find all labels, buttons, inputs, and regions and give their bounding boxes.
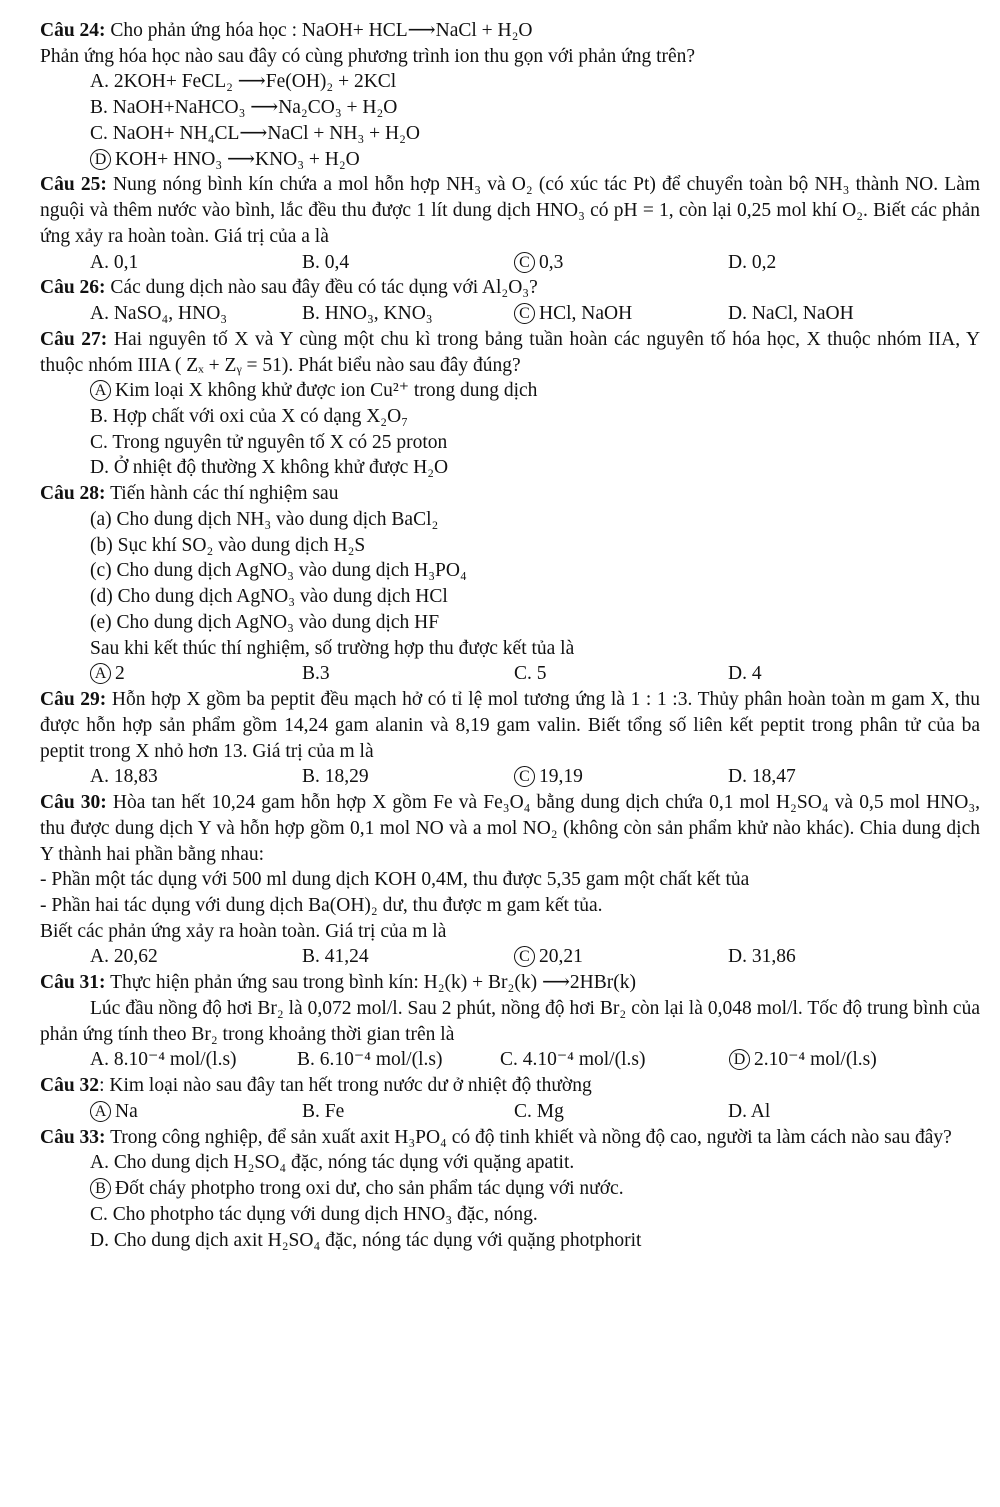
option-a: [90, 661, 302, 687]
question-28-prompt: Sau khi kết thúc thí nghiệm, số trường hợp thu được kết tủa là: [90, 637, 575, 659]
answer-circle: D: [729, 1049, 750, 1070]
option-d: [90, 147, 980, 173]
options-row: [90, 301, 980, 327]
option-a-text: Kim loại X không khử được ion Cu²⁺ trong dung dịch: [115, 380, 538, 402]
answer-circle: A: [90, 1101, 111, 1122]
question-25: [40, 172, 980, 249]
question-number: Câu 32: [40, 1075, 100, 1097]
question-text: Hai nguyên tố X và Y cùng một chu kì trong bảng tuần hoàn các nguyên tố hóa học, X thuộc nhóm IIA, Y thuộc nhóm IIIA ( Zₓ + Zᵧ = 51). Phát biểu nào sau đây đúng?: [40, 328, 981, 376]
question-text: : Kim loại nào sau đây tan hết trong nước dư ở nhiệt độ thường: [99, 1075, 592, 1097]
question-31: [40, 970, 980, 996]
option-b: B. 18,29: [302, 766, 369, 788]
option-b: B. Fe: [302, 1100, 345, 1122]
option-c: C. NaOH+ NH₄CL⟶NaCl + NH₃ + H₂O: [90, 122, 420, 144]
question-text: Hòa tan hết 10,24 gam hỗn hợp X gồm Fe và Fe₃O₄ bằng dung dịch chứa 0,1 mol H₂SO₄ và 0,5 mol HNO₃, thu được dung dịch Y và hỗn hợp gồm 0,1 mol NO và a mol NO₂ (không còn sản phẩm khử nào khác). Chia dung dịch Y thành hai phần bằng nhau:: [40, 792, 981, 865]
question-number: Câu 28:: [40, 483, 106, 505]
option-d: D. 4: [728, 663, 762, 685]
option-d: D. NaCl, NaOH: [728, 303, 854, 325]
answer-circle: A: [90, 380, 111, 401]
question-number: Câu 24:: [40, 20, 106, 41]
option-c: C. Mg: [514, 1100, 564, 1122]
question-33: [40, 1125, 980, 1151]
option-a: [90, 378, 980, 404]
experiment-item: (c) Cho dung dịch AgNO₃ vào dung dịch H₃PO₄: [90, 560, 467, 582]
question-stem: Cho phản ứng hóa học : NaOH+ HCL⟶NaCl + H₂O: [110, 20, 533, 41]
question-number: Câu 26:: [40, 277, 106, 299]
question-text: Tiến hành các thí nghiệm sau: [110, 483, 339, 505]
question-number: Câu 33:: [40, 1126, 106, 1148]
question-number: Câu 29:: [40, 689, 107, 711]
experiment-item: (d) Cho dung dịch AgNO₃ vào dung dịch HCl: [90, 586, 448, 608]
question-27: [40, 327, 980, 378]
question-text: Các dung dịch nào sau đây đều có tác dụng với Al₂O₃?: [110, 277, 538, 299]
option-a: A. 2KOH+ FeCL₂ ⟶Fe(OH)₂ + 2KCl: [90, 71, 397, 93]
question-text: Trong công nghiệp, để sản xuất axit H₃PO₄ có độ tinh khiết và nồng độ cao, người ta làm cách nào sau đây?: [110, 1126, 952, 1148]
option-d: D. 0,2: [728, 251, 777, 273]
options-row: [90, 944, 980, 970]
option-a: [90, 1099, 302, 1125]
question-26: [40, 275, 980, 301]
question-30-prompt: Biết các phản ứng xảy ra hoàn toàn. Giá trị của m là: [40, 920, 447, 942]
question-24: [40, 18, 980, 44]
option-c: C. 4.10⁻⁴ mol/(l.s): [500, 1049, 646, 1071]
question-30-part1: - Phần một tác dụng với 500 ml dung dịch KOH 0,4M, thu được 5,35 gam một chất kết tủa: [40, 869, 750, 891]
option-b: B. HNO₃, KNO₃: [302, 303, 433, 325]
options-row: [90, 661, 980, 687]
option-c: [514, 764, 728, 790]
option-d: D. Ở nhiệt độ thường X không khử được H₂O: [90, 457, 449, 479]
option-b: B. NaOH+NaHCO₃ ⟶Na₂CO₃ + H₂O: [90, 97, 398, 119]
options-row: [90, 1099, 980, 1125]
option-b-text: Đốt cháy photpho trong oxi dư, cho sản phẩm tác dụng với nước.: [115, 1178, 624, 1200]
option-a: A. Cho dung dịch H₂SO₄ đặc, nóng tác dụng với quặng apatit.: [90, 1152, 575, 1174]
question-29: [40, 687, 980, 764]
question-text: Nung nóng bình kín chứa a mol hỗn hợp NH₃ và O₂ (có xúc tác Pt) để chuyển toàn bộ NH₃ thành NO. Làm nguội và thêm nước vào bình, lắc đều thu được 1 lít dung dịch HNO₃ có pH = 1, còn lại 0,25 mol khí O₂. Biết các phản ứng xảy ra hoàn toàn. Giá trị của a là: [40, 174, 981, 247]
option-c: [514, 250, 728, 276]
option-a: A. 0,1: [90, 251, 139, 273]
answer-circle: C: [514, 303, 535, 324]
option-c-text: 19,19: [539, 766, 583, 788]
options-row: [90, 1047, 980, 1073]
option-b: B. Hợp chất với oxi của X có dạng X₂O₇: [90, 406, 408, 428]
option-b: B. 0,4: [302, 251, 350, 273]
option-b: [90, 1176, 980, 1202]
question-number: Câu 25:: [40, 174, 107, 196]
option-c: C. Trong nguyên tử nguyên tố X có 25 proton: [90, 431, 448, 453]
option-c-text: 0,3: [539, 251, 564, 273]
experiment-item: (b) Sục khí SO₂ vào dung dịch H₂S: [90, 534, 366, 556]
option-d: D. 31,86: [728, 946, 796, 968]
answer-circle: D: [90, 149, 111, 170]
option-d: [729, 1047, 877, 1073]
options-row: [90, 250, 980, 276]
question-number: Câu 31:: [40, 972, 106, 994]
option-d: D. Cho dung dịch axit H₂SO₄ đặc, nóng tác dụng với quặng photphorit: [90, 1229, 642, 1251]
question-24-line2: Phản ứng hóa học nào sau đây có cùng phương trình ion thu gọn với phản ứng trên?: [40, 45, 696, 67]
option-d-text: KOH+ HNO₃ ⟶KNO₃ + H₂O: [115, 148, 360, 170]
option-c-text: 20,21: [539, 946, 583, 968]
option-a-text: 2: [115, 663, 125, 685]
option-d-text: 2.10⁻⁴ mol/(l.s): [754, 1049, 877, 1071]
question-31-paragraph: Lúc đầu nồng độ hơi Br₂ là 0,072 mol/l. Sau 2 phút, nồng độ hơi Br₂ còn lại là 0,048 mol/l. Tốc độ trung bình của phản ứng tính theo Br₂ trong khoảng thời gian trên là: [40, 997, 980, 1045]
experiment-item: (a) Cho dung dịch NH₃ vào dung dịch BaCl₂: [90, 508, 439, 530]
options-row: [90, 764, 980, 790]
option-a-text: Na: [115, 1100, 138, 1122]
option-b: B. 6.10⁻⁴ mol/(l.s): [297, 1049, 443, 1071]
option-a: A. 8.10⁻⁴ mol/(l.s): [90, 1049, 237, 1071]
option-c: [514, 944, 728, 970]
question-text: Hỗn hợp X gồm ba peptit đều mạch hở có tỉ lệ mol tương ứng là 1 : 1 :3. Thủy phân hoàn toàn m gam X, thu được hỗn hợp sản phẩm gồm 14,24 gam alanin và 8,19 gam valin. Biết tổng số liên kết peptit trong phân tử của ba peptit trong X nhỏ hơn 13. Giá trị của m là: [40, 689, 981, 762]
question-32: [40, 1073, 980, 1099]
option-a: A. 20,62: [90, 946, 158, 968]
question-28: [40, 481, 980, 507]
exam-page: [40, 18, 980, 1253]
option-c: [514, 301, 728, 327]
option-a: A. 18,83: [90, 766, 158, 788]
experiment-item: (e) Cho dung dịch AgNO₃ vào dung dịch HF: [90, 611, 440, 633]
option-b: B. 41,24: [302, 946, 369, 968]
option-a: A. NaSO₄, HNO₃: [90, 303, 228, 325]
question-text: Thực hiện phản ứng sau trong bình kín: H₂(k) + Br₂(k) ⟶2HBr(k): [110, 972, 636, 994]
option-d: D. Al: [728, 1100, 771, 1122]
question-number: Câu 27:: [40, 328, 108, 350]
option-d: D. 18,47: [728, 766, 796, 788]
answer-circle: A: [90, 663, 111, 684]
answer-circle: B: [90, 1178, 111, 1199]
question-number: Câu 30:: [40, 792, 107, 814]
answer-circle: C: [514, 946, 535, 967]
answer-circle: C: [514, 766, 535, 787]
option-c-text: HCl, NaOH: [539, 303, 633, 325]
answer-circle: C: [514, 252, 535, 273]
option-c: C. 5: [514, 663, 547, 685]
question-30-part2: - Phần hai tác dụng với dung dịch Ba(OH)₂ dư, thu được m gam kết tủa.: [40, 894, 603, 916]
question-30: [40, 790, 980, 867]
option-c: C. Cho photpho tác dụng với dung dịch HNO₃ đặc, nóng.: [90, 1203, 538, 1225]
option-b: B.3: [302, 663, 330, 685]
